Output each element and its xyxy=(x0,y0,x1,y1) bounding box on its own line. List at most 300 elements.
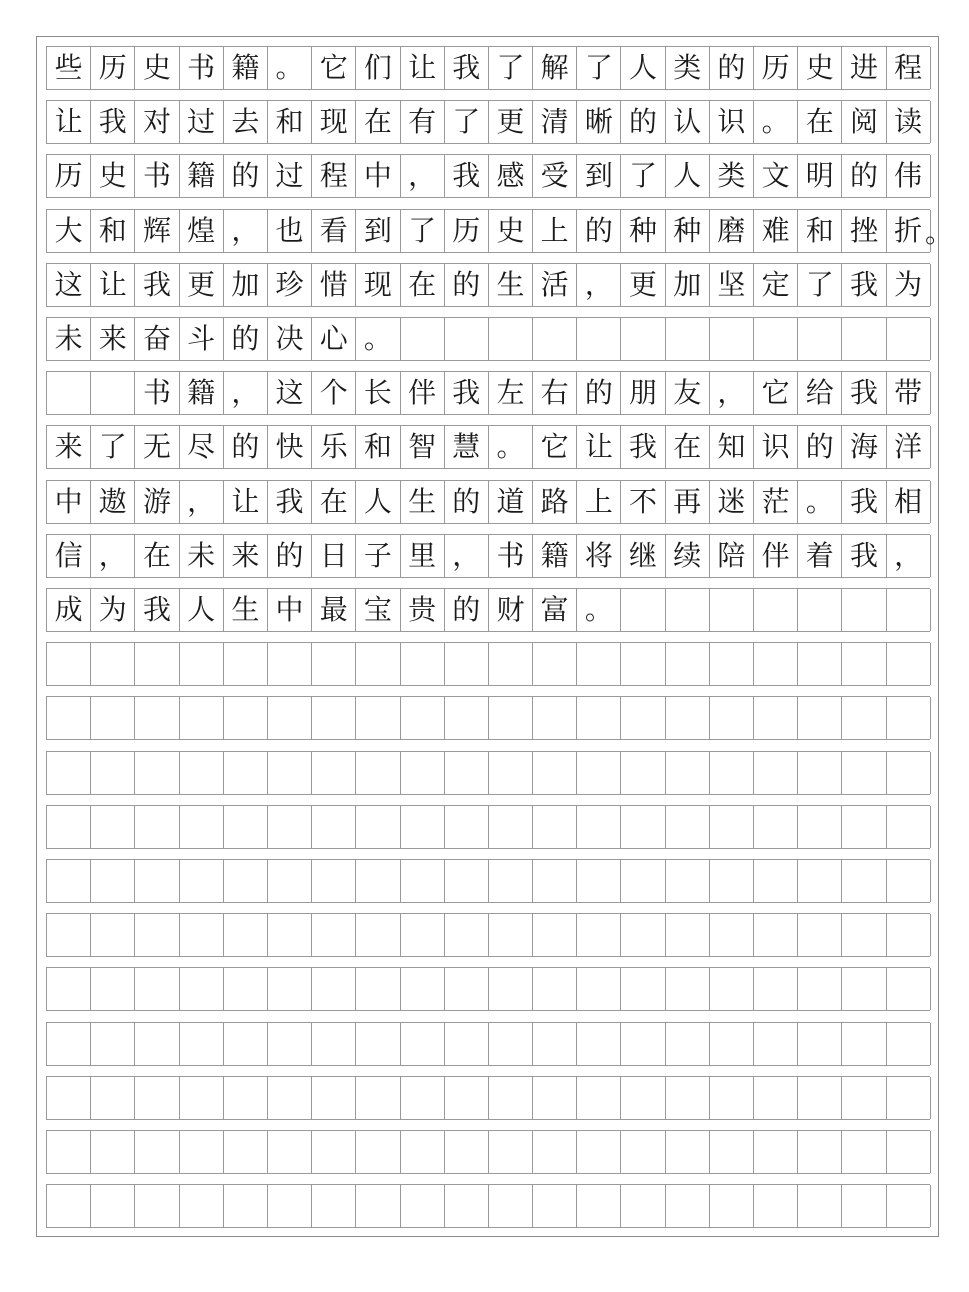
grid-cell: 更 xyxy=(621,264,665,306)
grid-cell: 这 xyxy=(47,264,91,306)
grid-cell: 无 xyxy=(135,426,179,468)
grid-row xyxy=(46,642,930,686)
grid-cell: 的 xyxy=(621,101,665,143)
grid-cell xyxy=(47,1131,91,1173)
grid-cell: 类 xyxy=(666,47,710,89)
grid-cell: 里 xyxy=(401,535,445,577)
grid-cell: 再 xyxy=(666,481,710,523)
grid-cell xyxy=(621,1077,665,1119)
grid-cell xyxy=(224,697,268,739)
grid-cell xyxy=(91,1077,135,1119)
grid-cell xyxy=(842,806,886,848)
grid-cell xyxy=(666,697,710,739)
grid-cell: 珍 xyxy=(268,264,312,306)
grid-cell: 财 xyxy=(489,589,533,631)
grid-row xyxy=(46,154,930,198)
grid-cell: 在 xyxy=(401,264,445,306)
grid-row xyxy=(46,1022,930,1066)
grid-row xyxy=(46,967,930,1011)
grid-cell xyxy=(180,643,224,685)
grid-cell xyxy=(798,697,842,739)
grid-cell: 对 xyxy=(135,101,179,143)
grid-cell: 我 xyxy=(842,535,886,577)
grid-cell: 些 xyxy=(47,47,91,89)
grid-cell: ， xyxy=(180,481,224,523)
grid-cell xyxy=(754,1185,798,1227)
grid-cell xyxy=(445,806,489,848)
grid-cell: 们 xyxy=(356,47,400,89)
grid-cell xyxy=(401,968,445,1010)
grid-cell xyxy=(887,1185,931,1227)
grid-row xyxy=(46,209,930,253)
grid-cell xyxy=(710,1131,754,1173)
grid-cell xyxy=(798,1023,842,1065)
grid-cell xyxy=(356,968,400,1010)
grid-cell xyxy=(224,1185,268,1227)
grid-cell: 程 xyxy=(887,47,931,89)
grid-cell xyxy=(798,643,842,685)
grid-cell: 大 xyxy=(47,210,91,252)
grid-cell xyxy=(798,1185,842,1227)
grid-cell: 活 xyxy=(533,264,577,306)
grid-cell: 的 xyxy=(224,426,268,468)
grid-row xyxy=(46,317,930,361)
grid-cell: ， xyxy=(91,535,135,577)
grid-cell xyxy=(268,1023,312,1065)
grid-cell xyxy=(445,752,489,794)
grid-cell: 不 xyxy=(621,481,665,523)
grid-cell xyxy=(47,968,91,1010)
grid-cell: 认 xyxy=(666,101,710,143)
grid-cell xyxy=(710,697,754,739)
grid-cell xyxy=(533,697,577,739)
grid-cell xyxy=(312,697,356,739)
grid-cell xyxy=(224,968,268,1010)
grid-cell: 和 xyxy=(798,210,842,252)
grid-cell: 史 xyxy=(135,47,179,89)
grid-cell: ， xyxy=(710,372,754,414)
grid-cell: 加 xyxy=(666,264,710,306)
grid-cell: 我 xyxy=(842,481,886,523)
grid-row xyxy=(46,1130,930,1174)
grid-cell xyxy=(91,1131,135,1173)
grid-cell: 书 xyxy=(180,47,224,89)
grid-cell: 籍 xyxy=(224,47,268,89)
grid-cell xyxy=(489,806,533,848)
grid-cell: 书 xyxy=(135,155,179,197)
grid-cell xyxy=(842,752,886,794)
grid-cell xyxy=(268,806,312,848)
grid-cell: 最 xyxy=(312,589,356,631)
grid-cell: 加 xyxy=(224,264,268,306)
grid-cell xyxy=(710,318,754,360)
grid-cell xyxy=(577,1185,621,1227)
grid-cell xyxy=(666,1023,710,1065)
grid-cell xyxy=(180,752,224,794)
grid-cell xyxy=(135,1185,179,1227)
grid-cell: 未 xyxy=(180,535,224,577)
grid-cell xyxy=(754,968,798,1010)
grid-cell: 中 xyxy=(268,589,312,631)
grid-cell: 继 xyxy=(621,535,665,577)
grid-cell xyxy=(577,968,621,1010)
grid-cell: 有 xyxy=(401,101,445,143)
grid-cell xyxy=(489,1185,533,1227)
grid-cell: 它 xyxy=(533,426,577,468)
grid-cell: 难 xyxy=(754,210,798,252)
grid-cell: 史 xyxy=(798,47,842,89)
grid-cell: 识 xyxy=(710,101,754,143)
grid-cell xyxy=(180,1077,224,1119)
grid-cell xyxy=(887,318,931,360)
grid-cell xyxy=(47,1023,91,1065)
grid-cell xyxy=(666,1077,710,1119)
grid-cell xyxy=(577,1131,621,1173)
grid-cell: 进 xyxy=(842,47,886,89)
grid-cell xyxy=(798,860,842,902)
grid-cell: 贵 xyxy=(401,589,445,631)
grid-cell: 清 xyxy=(533,101,577,143)
grid-cell xyxy=(135,643,179,685)
grid-cell: 更 xyxy=(180,264,224,306)
grid-cell: 了 xyxy=(798,264,842,306)
grid-cell: ， xyxy=(577,264,621,306)
grid-cell xyxy=(798,752,842,794)
grid-cell: 程 xyxy=(312,155,356,197)
grid-cell: 着 xyxy=(798,535,842,577)
grid-cell: 的 xyxy=(842,155,886,197)
grid-cell: 读 xyxy=(887,101,931,143)
grid-cell xyxy=(798,589,842,631)
grid-cell: 伟 xyxy=(887,155,931,197)
grid-cell xyxy=(533,643,577,685)
grid-cell: 我 xyxy=(842,264,886,306)
grid-cell xyxy=(754,860,798,902)
grid-cell: ， xyxy=(224,372,268,414)
grid-cell xyxy=(489,752,533,794)
grid-cell xyxy=(445,643,489,685)
grid-cell: 我 xyxy=(621,426,665,468)
grid-cell xyxy=(842,1131,886,1173)
grid-cell: 人 xyxy=(356,481,400,523)
grid-cell xyxy=(621,860,665,902)
grid-cell xyxy=(401,1023,445,1065)
grid-cell xyxy=(312,1023,356,1065)
grid-cell xyxy=(710,1185,754,1227)
grid-cell xyxy=(445,860,489,902)
grid-cell xyxy=(887,968,931,1010)
grid-cell: 乐 xyxy=(312,426,356,468)
grid-cell xyxy=(47,752,91,794)
grid-cell: 受 xyxy=(533,155,577,197)
grid-cell: 决 xyxy=(268,318,312,360)
grid-cell: 伴 xyxy=(754,535,798,577)
grid-cell xyxy=(135,968,179,1010)
grid-cell xyxy=(445,318,489,360)
grid-cell xyxy=(489,860,533,902)
grid-cell: 续 xyxy=(666,535,710,577)
grid-cell xyxy=(401,860,445,902)
grid-cell xyxy=(312,1131,356,1173)
grid-cell xyxy=(91,697,135,739)
grid-cell: 的 xyxy=(268,535,312,577)
grid-row xyxy=(46,371,930,415)
grid-cell: 上 xyxy=(577,481,621,523)
grid-cell: 的 xyxy=(445,589,489,631)
grid-cell xyxy=(312,1077,356,1119)
grid-cell xyxy=(754,1131,798,1173)
grid-cell: 让 xyxy=(47,101,91,143)
grid-cell xyxy=(91,914,135,956)
grid-cell: 迷 xyxy=(710,481,754,523)
grid-cell xyxy=(577,914,621,956)
grid-cell: 了 xyxy=(621,155,665,197)
grid-cell xyxy=(798,914,842,956)
grid-cell xyxy=(842,1077,886,1119)
grid-cell: ， xyxy=(401,155,445,197)
grid-cell xyxy=(489,1131,533,1173)
grid-cell: 茫 xyxy=(754,481,798,523)
grid-cell: 海 xyxy=(842,426,886,468)
grid-cell xyxy=(135,806,179,848)
grid-cell xyxy=(268,860,312,902)
grid-row xyxy=(46,534,930,578)
grid-cell xyxy=(887,1131,931,1173)
grid-cell: 的 xyxy=(577,372,621,414)
grid-cell: 文 xyxy=(754,155,798,197)
grid-cell: 心 xyxy=(312,318,356,360)
grid-cell xyxy=(401,806,445,848)
grid-cell xyxy=(445,1185,489,1227)
grid-cell xyxy=(666,589,710,631)
grid-cell xyxy=(356,1185,400,1227)
grid-cell xyxy=(887,643,931,685)
grid-row xyxy=(46,859,930,903)
grid-cell: 右 xyxy=(533,372,577,414)
grid-cell: 生 xyxy=(401,481,445,523)
grid-cell xyxy=(356,752,400,794)
grid-cell xyxy=(356,860,400,902)
grid-cell xyxy=(666,968,710,1010)
grid-cell xyxy=(445,1131,489,1173)
grid-cell: 看 xyxy=(312,210,356,252)
grid-cell xyxy=(666,806,710,848)
writing-sheet xyxy=(36,36,954,1237)
grid-cell xyxy=(401,643,445,685)
grid-cell: 现 xyxy=(312,101,356,143)
grid-cell xyxy=(224,1023,268,1065)
grid-cell: 。 xyxy=(798,481,842,523)
grid-cell xyxy=(533,318,577,360)
grid-cell xyxy=(401,1131,445,1173)
grid-cell xyxy=(401,697,445,739)
grid-cell: 的 xyxy=(798,426,842,468)
grid-cell: 了 xyxy=(489,47,533,89)
grid-cell xyxy=(312,752,356,794)
grid-cell xyxy=(621,752,665,794)
grid-cell: 让 xyxy=(224,481,268,523)
grid-cell xyxy=(135,914,179,956)
grid-cell: 子 xyxy=(356,535,400,577)
grid-cell xyxy=(91,968,135,1010)
grid-cell xyxy=(180,697,224,739)
grid-cell: 坚 xyxy=(710,264,754,306)
grid-cell xyxy=(224,806,268,848)
grid-cell xyxy=(224,860,268,902)
grid-cell xyxy=(91,372,135,414)
grid-cell xyxy=(754,806,798,848)
grid-row xyxy=(46,751,930,795)
grid-cell: 我 xyxy=(445,155,489,197)
grid-cell xyxy=(533,1131,577,1173)
grid-cell: ， xyxy=(445,535,489,577)
grid-cell: 我 xyxy=(135,264,179,306)
grid-cell: 煌 xyxy=(180,210,224,252)
grid-cell: 游 xyxy=(135,481,179,523)
grid-cell xyxy=(577,318,621,360)
grid-cell xyxy=(445,914,489,956)
grid-cell: 左 xyxy=(489,372,533,414)
grid-cell: 在 xyxy=(135,535,179,577)
grid-cell xyxy=(798,1077,842,1119)
grid-cell xyxy=(401,318,445,360)
grid-cell xyxy=(224,752,268,794)
grid-cell: 更 xyxy=(489,101,533,143)
grid-cell xyxy=(666,914,710,956)
grid-row xyxy=(46,1184,930,1228)
grid-cell: 生 xyxy=(489,264,533,306)
grid-cell xyxy=(533,968,577,1010)
grid-cell xyxy=(621,1023,665,1065)
grid-cell: 。 xyxy=(268,47,312,89)
grid-cell xyxy=(621,968,665,1010)
grid-cell xyxy=(445,1077,489,1119)
grid-cell xyxy=(489,1077,533,1119)
grid-cell xyxy=(180,806,224,848)
grid-cell xyxy=(180,1131,224,1173)
grid-cell xyxy=(887,806,931,848)
grid-cell: 过 xyxy=(268,155,312,197)
grid-cell: 到 xyxy=(577,155,621,197)
grid-cell: ， xyxy=(887,535,931,577)
grid-cell xyxy=(312,643,356,685)
grid-cell xyxy=(842,589,886,631)
grid-cell xyxy=(356,914,400,956)
grid-cell: 。 xyxy=(577,589,621,631)
grid-cell xyxy=(356,697,400,739)
grid-cell xyxy=(577,752,621,794)
grid-cell xyxy=(356,1077,400,1119)
grid-cell xyxy=(533,752,577,794)
grid-cell: 未 xyxy=(47,318,91,360)
grid-cell: 奋 xyxy=(135,318,179,360)
grid-cell xyxy=(268,1185,312,1227)
grid-cell xyxy=(710,914,754,956)
grid-cell xyxy=(489,697,533,739)
grid-cell: 让 xyxy=(577,426,621,468)
grid-cell xyxy=(710,589,754,631)
grid-cell xyxy=(268,643,312,685)
grid-cell xyxy=(224,643,268,685)
grid-cell xyxy=(621,643,665,685)
grid-cell xyxy=(577,1023,621,1065)
grid-cell xyxy=(842,860,886,902)
grid-cell: 我 xyxy=(135,589,179,631)
grid-cell: 书 xyxy=(135,372,179,414)
grid-cell xyxy=(710,752,754,794)
grid-cell: 籍 xyxy=(180,372,224,414)
grid-cell: 我 xyxy=(842,372,886,414)
grid-cell: 的 xyxy=(224,155,268,197)
grid-cell xyxy=(754,318,798,360)
grid-cell xyxy=(180,1023,224,1065)
grid-cell: 和 xyxy=(91,210,135,252)
grid-cell xyxy=(445,697,489,739)
grid-cell: 历 xyxy=(754,47,798,89)
grid-cell xyxy=(489,1023,533,1065)
grid-cell xyxy=(754,1077,798,1119)
grid-cell: 尽 xyxy=(180,426,224,468)
grid-cell xyxy=(577,806,621,848)
grid-cell: 晰 xyxy=(577,101,621,143)
grid-cell xyxy=(798,806,842,848)
grid-cell xyxy=(533,860,577,902)
grid-cell xyxy=(489,968,533,1010)
grid-cell: 为 xyxy=(91,589,135,631)
grid-cell xyxy=(489,914,533,956)
grid-cell: 史 xyxy=(489,210,533,252)
grid-cell: 了 xyxy=(401,210,445,252)
grid-cell: 道 xyxy=(489,481,533,523)
grid-cell: 相 xyxy=(887,481,931,523)
grid-cell xyxy=(312,914,356,956)
grid-cell: 智 xyxy=(401,426,445,468)
grid-cell: 挫 xyxy=(842,210,886,252)
grid-cell: 日 xyxy=(312,535,356,577)
grid-cell: 人 xyxy=(621,47,665,89)
grid-cell: 籍 xyxy=(533,535,577,577)
grid-cell xyxy=(401,1185,445,1227)
grid-cell: 遨 xyxy=(91,481,135,523)
grid-cell: 辉 xyxy=(135,210,179,252)
grid-row xyxy=(46,913,930,957)
grid-cell: 感 xyxy=(489,155,533,197)
grid-cell: 陪 xyxy=(710,535,754,577)
grid-cell: 在 xyxy=(798,101,842,143)
grid-cell xyxy=(710,1077,754,1119)
grid-cell: 折 xyxy=(887,210,931,252)
grid-cell xyxy=(91,806,135,848)
grid-cell xyxy=(268,1077,312,1119)
grid-cell: 个 xyxy=(312,372,356,414)
grid-row xyxy=(46,263,930,307)
grid-cell xyxy=(710,643,754,685)
grid-cell: 洋 xyxy=(887,426,931,468)
grid-cell xyxy=(842,697,886,739)
grid-cell xyxy=(710,968,754,1010)
grid-cell: 它 xyxy=(754,372,798,414)
grid-cell xyxy=(135,752,179,794)
grid-cell xyxy=(754,643,798,685)
grid-cell xyxy=(356,1023,400,1065)
grid-cell: 识 xyxy=(754,426,798,468)
grid-row xyxy=(46,100,930,144)
grid-cell: 过 xyxy=(180,101,224,143)
grid-cell: 了 xyxy=(577,47,621,89)
grid-cell xyxy=(533,806,577,848)
grid-cell: ， xyxy=(224,210,268,252)
grid-cell xyxy=(621,318,665,360)
